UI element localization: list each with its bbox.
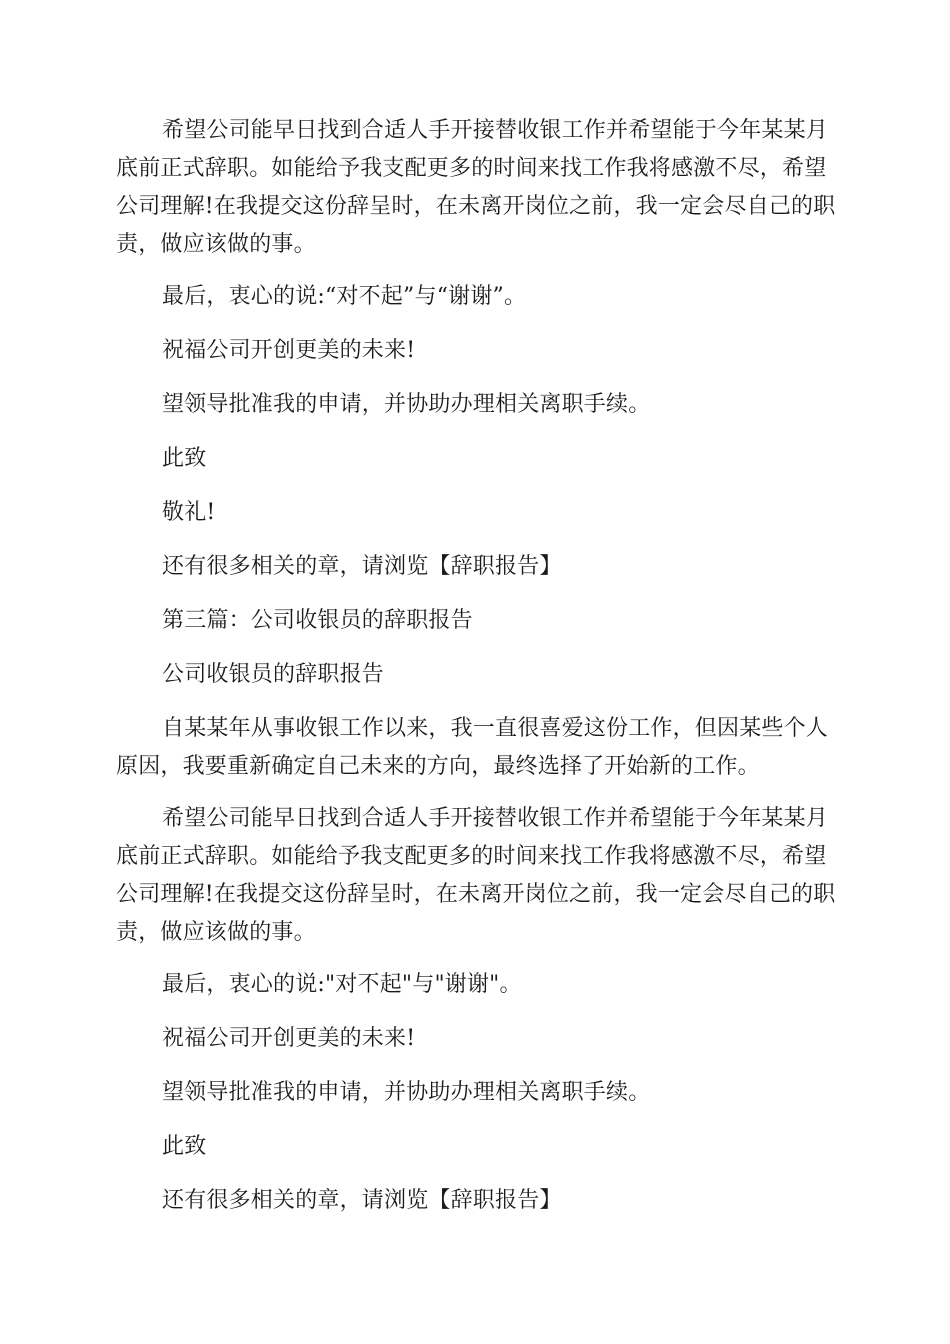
- paragraph-closing-1: 此致: [162, 446, 207, 471]
- paragraph-blessing-2: 祝福公司开创更美的未来!: [162, 1026, 416, 1051]
- paragraph-thanks-2: 最后，衷心的说:"对不起"与"谢谢"。: [162, 972, 522, 997]
- paragraph-blessing-1: 祝福公司开创更美的未来!: [162, 338, 416, 363]
- paragraph-closing-2: 此致: [162, 1134, 207, 1159]
- paragraph-approval-1: 望领导批准我的申请，并协助办理相关离职手续。: [162, 392, 651, 417]
- document-title: 公司收银员的辞职报告: [162, 662, 385, 687]
- section-title: 第三篇：公司收银员的辞职报告: [162, 608, 473, 633]
- document-page: [116, 112, 836, 1236]
- paragraph-more-link-1: 还有很多相关的章，请浏览【辞职报告】: [162, 554, 562, 579]
- paragraph-intro: 自某某年从事收银工作以来，我一直很喜爱这份工作，但因某些个人原因，我要重新确定自己未来的方向，最终选择了开始新的工作。: [116, 716, 829, 779]
- paragraph-approval-2: 望领导批准我的申请，并协助办理相关离职手续。: [162, 1080, 651, 1105]
- paragraph-request-1: 希望公司能早日找到合适人手开接替收银工作并希望能于今年某某月底前正式辞职。如能给予我支配更多的时间来找工作我将感激不尽，希望公司理解!在我提交这份辞呈时，在未离开岗位之前，我一定会尽自己的职责，做应该做的事。: [116, 118, 836, 257]
- paragraph-request-2: 希望公司能早日找到合适人手开接替收银工作并希望能于今年某某月底前正式辞职。如能给予我支配更多的时间来找工作我将感激不尽，希望公司理解!在我提交这份辞呈时，在未离开岗位之前，我一定会尽自己的职责，做应该做的事。: [116, 806, 836, 945]
- paragraph-thanks-1: 最后，衷心的说:“对不起”与“谢谢”。: [162, 284, 527, 309]
- paragraph-salute: 敬礼!: [162, 500, 216, 525]
- paragraph-more-link-2: 还有很多相关的章，请浏览【辞职报告】: [162, 1188, 562, 1213]
